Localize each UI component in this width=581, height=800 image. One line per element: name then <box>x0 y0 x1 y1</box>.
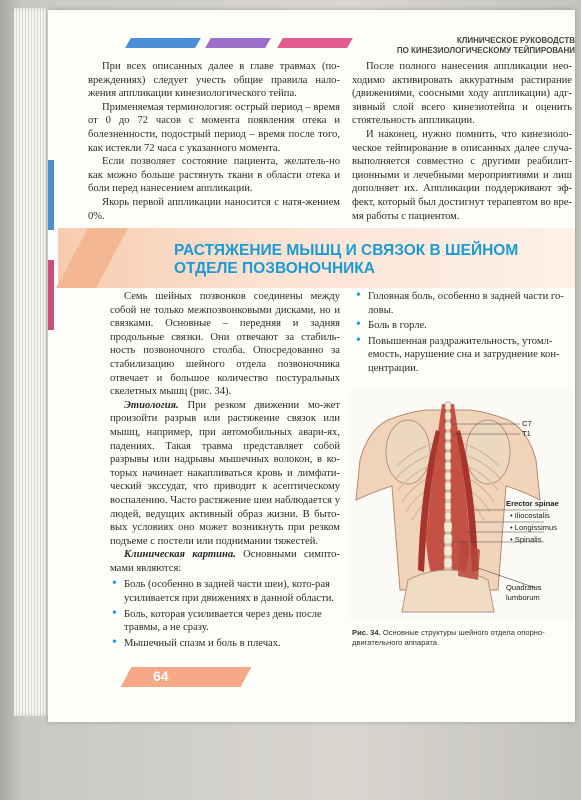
running-header-line2: ПО КИНЕЗИОЛОГИЧЕСКОМУ ТЕЙПИРОВАНИ <box>396 46 575 55</box>
section-title-line2: ОТДЕЛЕ ПОЗВОНОЧНИКА <box>174 260 375 277</box>
label-c7: C7 <box>522 419 532 428</box>
label-spinalis: • Spinalis <box>510 535 542 544</box>
running-header <box>397 36 575 56</box>
pelvis <box>402 570 494 612</box>
caption-text: Основные структуры шейного отдела опорно-двигательного аппарата. <box>352 628 545 647</box>
book-page <box>48 10 575 722</box>
etiology-label: Этиология. <box>124 399 179 411</box>
book-page-edges <box>14 8 50 716</box>
scapula-left <box>386 420 430 484</box>
spine <box>444 402 452 568</box>
label-erector-spinae: Erector spinae <box>506 499 559 508</box>
list-item: • Боль (особенно в задней части шеи), кото-рая усиливается при движениях в данной области. <box>110 578 340 605</box>
figure-caption <box>352 628 567 648</box>
list-item: • Мышечный спазм и боль в плечах. <box>110 637 340 651</box>
paragraph: И наконец, нужно помнить, что кинезиоло-ческое тейпирование в описанных далее случа-выполняется совместно с другими реабилит-ционными и лечебными мероприятиями и лиш дополняет их. Аппликации поддерживают эф-фект, который был достигнут терапевтом во вре-мя работы с пациентом. <box>352 128 572 222</box>
list-item: • Повышенная раздражительность, утомл-емость, нарушение сна и затруднение кон-центрации. <box>354 335 572 376</box>
paragraph: Если позволяет состояние пациента, желатель-но как можно больше растянуть ткани в области отека и боли перед нанесением аппликации. <box>88 156 340 195</box>
paragraph: Якорь первой аппликации наносится с натя-жением 0%. <box>88 196 340 222</box>
top-stripe-purple <box>205 38 271 48</box>
paragraph: При всех описанных далее в главе травмах (по-вреждениях) следует учесть общие правила нало-жения аппликации кинезиологического тейпа. <box>88 61 340 100</box>
top-left-column <box>88 60 340 223</box>
top-stripe-pink <box>277 38 353 48</box>
scapula-right <box>466 420 510 484</box>
etiology-paragraph <box>110 399 340 549</box>
symptoms-list-right <box>354 290 572 376</box>
title-band-accent <box>56 228 128 288</box>
label-lumborum: lumborum <box>506 593 540 602</box>
paragraph: Применяемая терминология: острый период – время от 0 до 72 часов с момента появления отека и болезненности, подострый период – время после того, как истекли 72 часа с указанного момента. <box>88 101 340 154</box>
label-iliocostalis: • Iliocostalis <box>510 511 550 520</box>
clinic-paragraph <box>110 548 340 575</box>
back-muscles-illustration <box>348 390 575 620</box>
section-title-line1: РАСТЯЖЕНИЕ МЫШЦ И СВЯЗОК В ШЕЙНОМ <box>174 242 519 259</box>
page-number: 64 <box>153 668 169 684</box>
top-right-column <box>352 60 572 223</box>
main-right-column <box>354 290 572 378</box>
top-stripe-blue <box>125 38 201 48</box>
left-tab-blue <box>48 160 54 230</box>
list-item: • Боль в горле. <box>354 319 572 333</box>
clinic-label: Клиническая картина. <box>124 549 236 561</box>
figure-34 <box>348 390 575 620</box>
list-item: • Головная боль, особенно в задней части го-ловы. <box>354 290 572 317</box>
clinic-text: Основными симпто-мами являются: <box>110 549 340 574</box>
list-item: • Боль, которая усиливается через день после травмы, а не сразу. <box>110 608 340 635</box>
intro-paragraph: Семь шейных позвонков соединены между собой не только межпозвонковыми дисками, но и связками. Основные – передняя и задняя продольные связки. Они отвечают за стабиль-ность позвоночного столба. Опосредованно за стабилизацию шейного отдела позвоночника отвечает и большое количество постуральных скелетных мышц (рис. 34). <box>110 291 340 398</box>
label-longissimus: • Longissimus <box>510 523 557 532</box>
section-title <box>174 242 574 278</box>
main-left-column <box>110 290 340 652</box>
caption-label: Рис. 34. <box>352 628 381 637</box>
page-number-bar <box>121 667 252 687</box>
label-quadratus: Quadratus <box>506 583 542 592</box>
running-header-line1: КЛИНИЧЕСКОЕ РУКОВОДСТВ <box>456 36 575 45</box>
paragraph: После полного нанесения аппликации нео-ходимо активировать аккуратным растирание (движениями, соосными ходу аппликации) адг-зивный слой всего кинезиотейпа и оценить стоятельность аппликации. <box>352 61 572 127</box>
label-t1: T1 <box>522 429 531 438</box>
etiology-text: При резком движении мо-жет произойти разрыв или растяжение связок или мышц, например, при автомобильных авари-ях, падениях. Такая травма представляет собой разрывы или надрывы мышечных волокон, в ко-торых начинает накапливаться кровь и лимфати-ческий экссудат, что приводит к асептическому воспалению. Часто растяжение шеи наблюдается у людей, ведущих активный образ жизни. В быто-вых условиях оно может возникнуть при резком подъеме с постели или поднимании тяжестей. <box>110 399 340 547</box>
left-tab-pink <box>48 260 54 330</box>
symptoms-list-left <box>110 578 340 650</box>
